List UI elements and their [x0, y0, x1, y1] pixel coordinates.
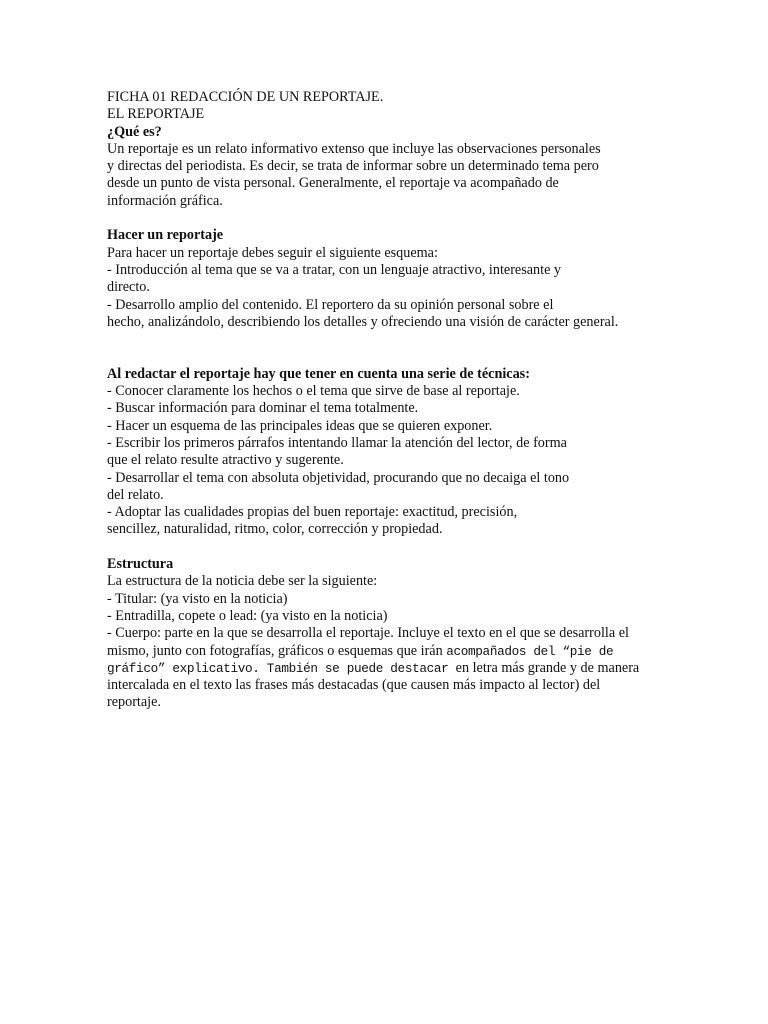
list-item: - Conocer claramente los hechos o el tema que sirve de base al reportaje.: [107, 383, 520, 400]
list-item: - Hacer un esquema de las principales ideas que se quieren exponer.: [107, 417, 493, 434]
document-subheading: EL REPORTAJE: [107, 106, 205, 123]
text-fragment: mismo, junto con fotografías, gráficos o esquemas que irán: [107, 642, 447, 659]
text-fragment: gráfico” explicativo. También se puede destacar: [107, 660, 456, 676]
list-item-continuation: hecho, analizándolo, describiendo los detalles y ofreciendo una visión de carácter general.: [107, 313, 619, 330]
document-heading: FICHA 01 REDACCIÓN DE UN REPORTAJE.: [107, 89, 384, 105]
list-item: - Cuerpo: parte en la que se desarrolla el reportaje. Incluye el texto en el que se desarrolla el: [107, 625, 629, 642]
list-item-continuation: del relato.: [107, 486, 164, 503]
list-item: - Entradilla, copete o lead: (ya visto en la noticia): [107, 607, 388, 624]
mixed-font-line: [107, 643, 687, 660]
list-item: - Adoptar las cualidades propias del buen reportaje: exactitud, precisión,: [107, 504, 518, 521]
paragraph-line: información gráfica.: [107, 192, 223, 209]
section-title-hacer-reportaje: Hacer un reportaje: [107, 227, 224, 244]
paragraph-gap: [107, 539, 687, 556]
list-item: - Desarrollar el tema con absoluta objetividad, procurando que no decaiga el tono: [107, 469, 570, 486]
list-item-continuation: directo.: [107, 279, 150, 296]
paragraph-gap: [107, 348, 687, 365]
list-item: - Buscar información para dominar el tema totalmente.: [107, 400, 419, 417]
paragraph-line: La estructura de la noticia debe ser la siguiente:: [107, 573, 378, 590]
section-title-que-es: ¿Qué es?: [107, 123, 162, 140]
document-page: [107, 89, 687, 712]
paragraph-line: Para hacer un reportaje debes seguir el siguiente esquema:: [107, 244, 438, 261]
paragraph-line: reportaje.: [107, 694, 161, 711]
mixed-font-line: [107, 660, 687, 677]
paragraph-line: intercalada en el texto las frases más destacadas (que causen más impacto al lector) del: [107, 677, 601, 694]
paragraph-gap: [107, 331, 687, 348]
paragraph-gap: [107, 210, 687, 227]
section-title-estructura: Estructura: [107, 556, 174, 573]
paragraph-line: y directas del periodista. Es decir, se trata de informar sobre un determinado tema pero: [107, 158, 599, 175]
paragraph-line: Un reportaje es un relato informativo extenso que incluye las observaciones personales: [107, 140, 601, 157]
list-item: - Desarrollo amplio del contenido. El reportero da su opinión personal sobre el: [107, 296, 554, 313]
paragraph-line: desde un punto de vista personal. Generalmente, el reportaje va acompañado de: [107, 175, 559, 192]
text-fragment: acompañados del “pie de: [446, 643, 614, 659]
list-item: - Titular: (ya visto en la noticia): [107, 590, 288, 607]
list-item: - Introducción al tema que se va a tratar, con un lenguaje atractivo, interesante y: [107, 261, 562, 278]
text-fragment: en letra más grande y de manera: [455, 659, 640, 676]
list-item-continuation: que el relato resulte atractivo y sugerente.: [107, 452, 344, 469]
list-item-continuation: sencillez, naturalidad, ritmo, color, corrección y propiedad.: [107, 521, 443, 538]
section-title-tecnicas: Al redactar el reportaje hay que tener en cuenta una serie de técnicas:: [107, 365, 530, 382]
list-item: - Escribir los primeros párrafos intentando llamar la atención del lector, de forma: [107, 434, 567, 451]
